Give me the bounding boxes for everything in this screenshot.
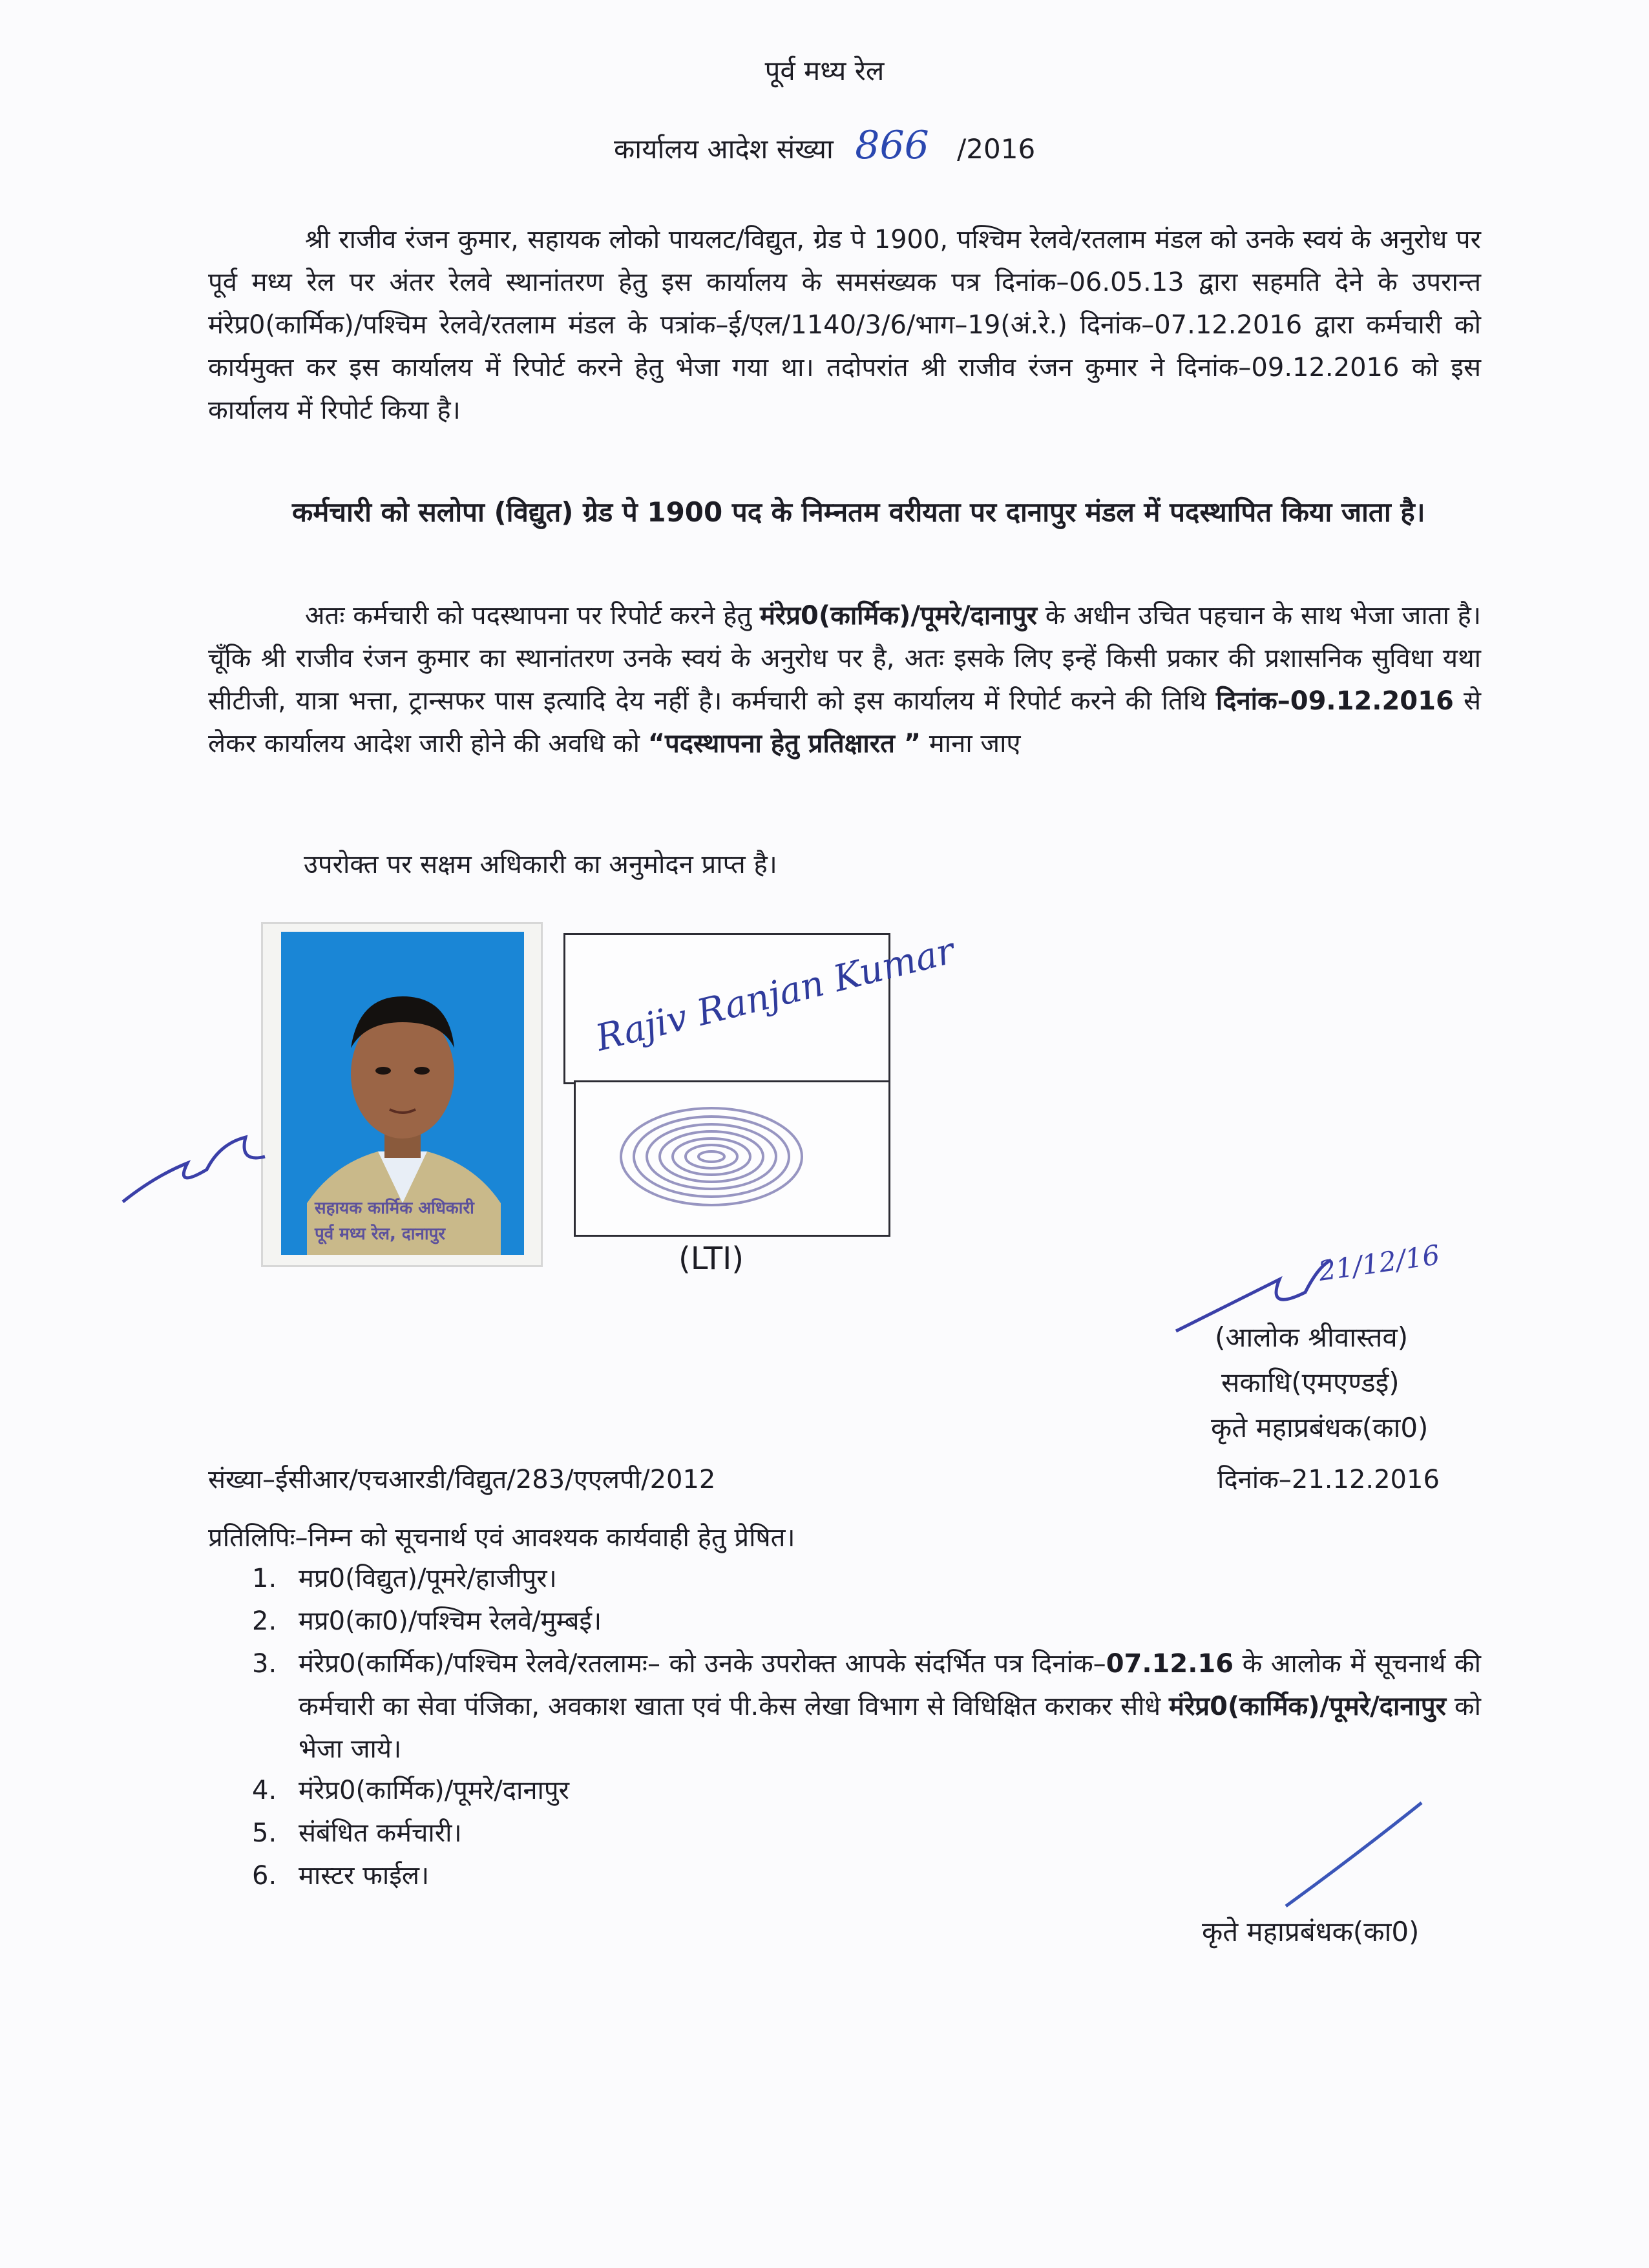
employee-signature: Rajiv Ranjan Kumar: [591, 930, 959, 1060]
signatory-date-initials: 21/12/16: [1316, 1239, 1442, 1287]
list-item-1-num: 1.: [252, 1564, 277, 1593]
attestation-signature: [116, 1118, 284, 1215]
list-item-1: मप्र0(विद्युत)/पूमरे/हाजीपुर।: [299, 1564, 557, 1593]
org-title: पूर्व मध्य रेल: [764, 55, 885, 87]
list-item-3-num: 3.: [252, 1649, 277, 1679]
order-year: /2016: [957, 133, 1036, 165]
reference-date: दिनांक–21.12.2016: [1217, 1465, 1440, 1495]
list-item-4-num: 4.: [252, 1776, 277, 1805]
list-item-2-num: 2.: [252, 1606, 277, 1636]
order-number-line: [614, 123, 1035, 168]
signatory-for: कृते महाप्रबंधक(का0): [1211, 1412, 1429, 1444]
stamp-line-2: पूर्व मध्य रेल, दानापुर: [315, 1224, 446, 1244]
employee-photo: [261, 922, 543, 1267]
list-item-5-num: 5.: [252, 1818, 277, 1848]
list-item-6-num: 6.: [252, 1861, 277, 1891]
signatory-designation: सकाधि(एमएण्डई): [1221, 1367, 1400, 1398]
list-item-6: मास्टर फाईल।: [299, 1861, 430, 1891]
signature-box: [563, 930, 959, 1084]
list-item-4: मंरेप्र0(कार्मिक)/पूमरे/दानापुर: [299, 1776, 569, 1805]
copy-to-intro: प्रतिलिपिः–निम्न को सूचनार्थ एवं आवश्यक कार्यवाही हेतु प्रेषित।: [208, 1523, 795, 1553]
paragraph-3: अतः कर्मचारी को पदस्थापना पर रिपोर्ट करने हेतु मंरेप्र0(कार्मिक)/पूमरे/दानापुर के अधीन उचित पहचान के साथ भेजा जाता है। चूँकि श्री राजीव रंजन कुमार का स्थानांतरण उनके स्वयं के अनुरोध पर है, अतः इसके लिए इन्हें किसी प्रकार की प्रशासनिक सुविधा यथा सीटीजी, यात्रा भत्ता, ट्रान्सफर पास इत्यादि देय नहीं है। कर्मचारी को इस कार्यालय में रिपोर्ट करने की तिथि दिनांक–09.12.2016 से लेकर कार्यालय आदेश जारी होने की अवधि को “पदस्थापना हेतु प्रतिक्षारत ” माना जाए: [208, 601, 1481, 759]
signatory-name: (आलोक श्रीवास्तव): [1215, 1321, 1409, 1353]
paragraph-1: श्री राजीव रंजन कुमार, सहायक लोको पायलट/विद्युत, ग्रेड पे 1900, पश्चिम रेलवे/रतलाम मंडल को उनके स्वयं के अनुरोध पर पूर्व मध्य रेल पर अंतर रेलवे स्थानांतरण हेतु इस कार्यालय के समसंख्यक पत्र दिनांक–06.05.13 द्वारा सहमति देने के उपरान्त मंरेप्र0(कार्मिक)/पश्चिम रेलवे/रतलाम मंडल के पत्रांक–ई/एल/1140/3/6/भाग–19(अं.रे.) दिनांक–07.12.2016 द्वारा कर्मचारी को कार्यमुक्त कर इस कार्यालय में रिपोर्ट करने हेतु भेजा गया था। तदोपरांत श्री राजीव रंजन कुमार ने दिनांक–09.12.2016 को इस कार्यालय में रिपोर्ट किया है।: [208, 225, 1481, 425]
footer-for-gm: कृते महाप्रबंधक(का0): [1202, 1916, 1420, 1948]
stamp-line-1: सहायक कार्मिक अधिकारी: [315, 1199, 474, 1218]
list-item-2: मप्र0(का0)/पश्चिम रेलवे/मुम्बई।: [299, 1606, 602, 1636]
paragraph-4: उपरोक्त पर सक्षम अधिकारी का अनुमोदन प्राप्त है।: [304, 850, 777, 879]
list-item-3: मंरेप्र0(कार्मिक)/पश्चिम रेलवे/रतलामः– को उनके उपरोक्त आपके संदर्भित पत्र दिनांक–07.12.16 के आलोक में सूचनार्थ की कर्मचारी का सेवा पंजिका, अवकाश खाता एवं पी.केस लेखा विभाग से विधिक्षित कराकर सीधे मंरेप्र0(कार्मिक)/पूमरे/दानापुर को भेजा जाये।: [299, 1649, 1482, 1764]
list-item-5: संबंधित कर्मचारी।: [299, 1818, 462, 1848]
thumb-impression-box: [574, 1080, 890, 1237]
reference-number: संख्या–ईसीआर/एचआरडी/विद्युत/283/एएलपी/2012: [208, 1465, 716, 1495]
order-label: कार्यालय आदेश संख्या: [614, 133, 834, 165]
fingerprint-icon: [614, 1102, 808, 1212]
order-number: 866: [855, 123, 929, 168]
paragraph-2: कर्मचारी को सलोपा (विद्युत) ग्रेड पे 1900 पद के निम्नतम वरीयता पर दानापुर मंडल में पदस्थापित किया जाता है।: [292, 496, 1425, 528]
footer-signature: [1279, 1790, 1447, 1913]
lti-label: (LTI): [678, 1241, 744, 1277]
